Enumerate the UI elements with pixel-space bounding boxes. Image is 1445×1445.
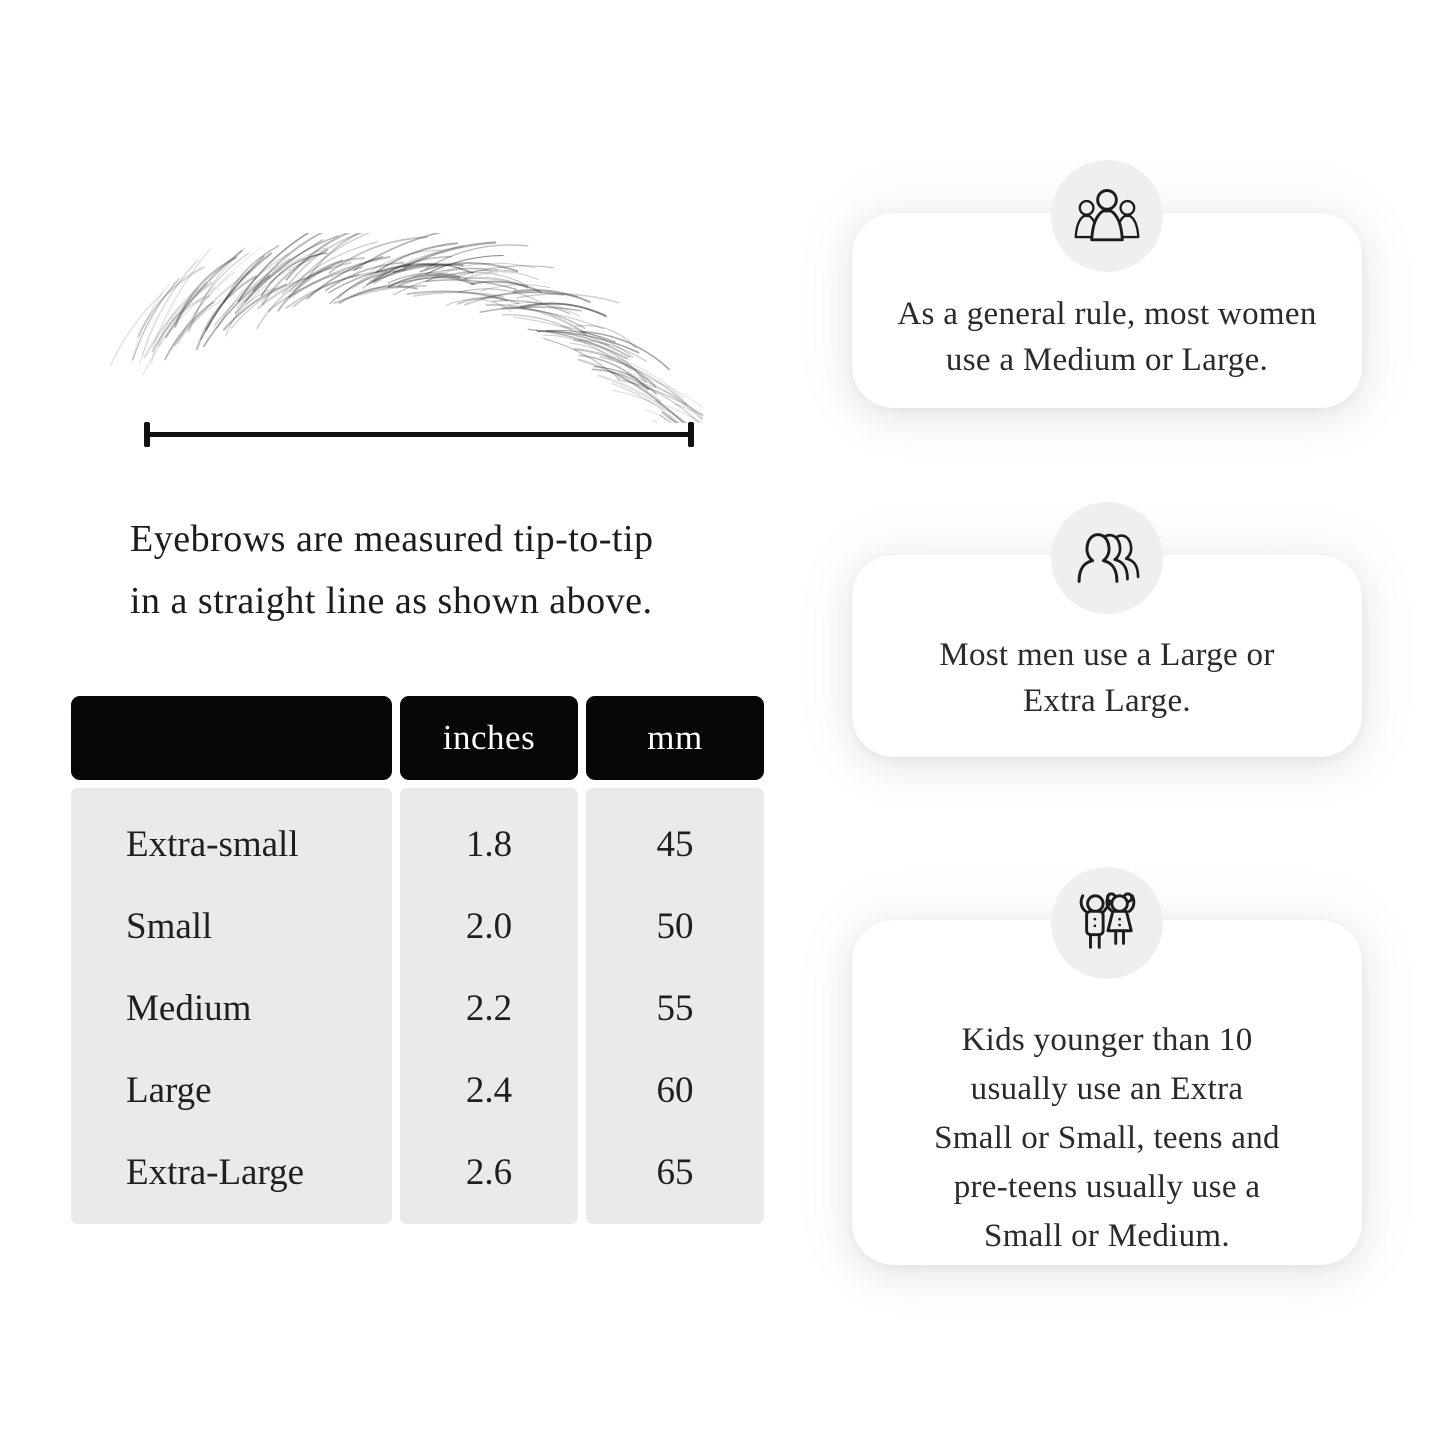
table-cell-mm: 65 (656, 1151, 694, 1193)
info-card-women (852, 213, 1362, 408)
caption-line-1: Eyebrows are measured tip-to-tip (130, 518, 654, 560)
card-line: Kids younger than 10 (961, 1022, 1253, 1058)
measurement-caption (130, 508, 750, 632)
kids-icon (1074, 890, 1140, 956)
card-line: pre-teens usually use a (953, 1169, 1261, 1205)
card-line: usually use an Extra (970, 1071, 1244, 1107)
table-cell-inches: 2.6 (465, 1151, 513, 1193)
table-row-label: Medium (126, 987, 252, 1029)
column-size-labels (71, 788, 392, 1224)
card-line: Extra Large. (1023, 683, 1191, 719)
men-group-icon (1071, 528, 1143, 588)
card-text (934, 1016, 1280, 1261)
table-row-label: Extra-Large (126, 1151, 305, 1193)
column-inches-values (400, 788, 578, 1224)
caption-line-2: in a straight line as shown above. (130, 580, 653, 622)
card-text (939, 632, 1274, 724)
column-mm-values (586, 788, 764, 1224)
size-table (71, 696, 765, 1224)
card-line: use a Medium or Large. (945, 341, 1269, 378)
header-cell-inches: inches (400, 696, 578, 780)
women-group-icon (1073, 186, 1141, 246)
card-line: As a general rule, most women (897, 295, 1317, 332)
table-cell-inches: 1.8 (465, 823, 513, 865)
info-card-men (852, 555, 1362, 757)
icon-circle (1051, 160, 1163, 272)
size-table-header (71, 696, 765, 780)
header-cell-size (71, 696, 392, 780)
table-row-label: Small (126, 905, 213, 947)
table-cell-mm: 45 (656, 823, 694, 865)
size-table-body (71, 788, 765, 1224)
table-cell-inches: 2.2 (465, 987, 513, 1029)
header-cell-mm: mm (586, 696, 764, 780)
card-line: Most men use a Large or (939, 637, 1275, 673)
table-row-label: Large (126, 1069, 212, 1111)
card-line: Small or Medium. (984, 1218, 1230, 1254)
eyebrow-sketch (103, 233, 703, 423)
card-line: Small or Small, teens and (934, 1120, 1280, 1156)
table-row-label: Extra-small (126, 823, 299, 865)
table-cell-inches: 2.4 (465, 1069, 513, 1111)
icon-circle (1051, 502, 1163, 614)
table-cell-inches: 2.0 (465, 905, 513, 947)
measurement-line (146, 432, 692, 437)
table-cell-mm: 60 (656, 1069, 694, 1111)
card-text (897, 291, 1316, 383)
icon-circle (1051, 867, 1163, 979)
info-card-kids (852, 920, 1362, 1265)
table-cell-mm: 50 (656, 905, 694, 947)
table-cell-mm: 55 (656, 987, 694, 1029)
